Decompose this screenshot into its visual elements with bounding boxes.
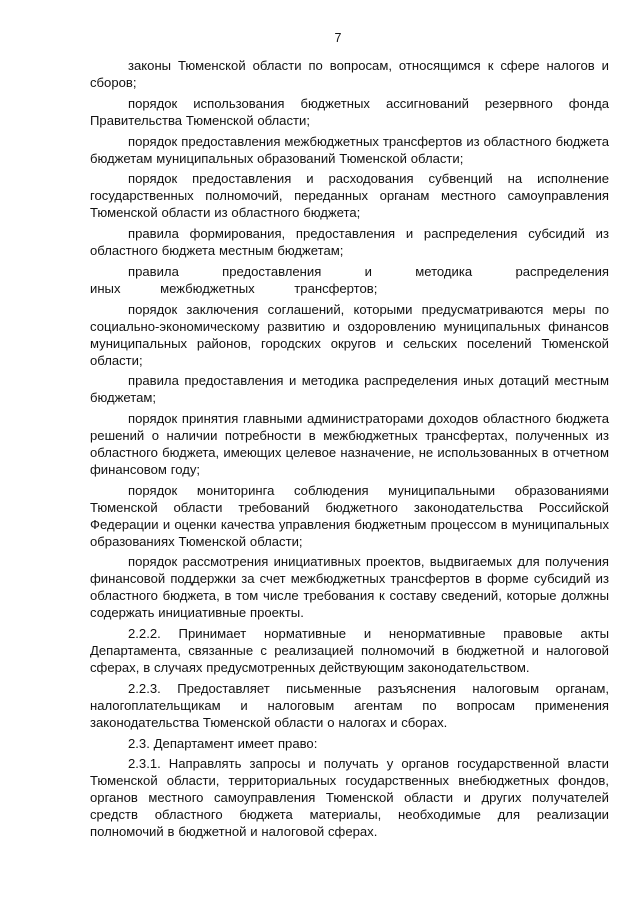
paragraph-laws-taxes: законы Тюменской области по вопросам, относящимся к сфере налогов и сборов; xyxy=(90,58,609,90)
paragraph-2-3-1: 2.3.1. Направлять запросы и получать у органов государственной власти Тюменской области, территориальных государственных внебюджетных фондов, органов местного самоуправления Тюменской области и других получателей средств областного бюджета материалы, необходимые для реализации полномочий в бюджетной и налоговой сферах. xyxy=(90,756,609,840)
paragraph-initiative-projects: порядок рассмотрения инициативных проектов, выдвигаемых для получения финансовой поддержки за счет межбюджетных трансфертов в форме субсидий из областного бюджета, в том числе требования к составу сведений, которые должны содержать инициативные проекты. xyxy=(90,554,609,621)
page-number: 7 xyxy=(334,31,342,45)
document-body xyxy=(90,58,609,845)
paragraph-other-transfers: правила предоставления и методика распределения иных межбюджетных трансфертов; xyxy=(90,263,609,296)
paragraph-monitoring: порядок мониторинга соблюдения муниципальными образованиями Тюменской области требований бюджетного законодательства Российской Федерации и оценки качества управления бюджетным процессом в муниципальных образованиях Тюменской области; xyxy=(90,482,609,549)
paragraph-2-3: 2.3. Департамент имеет право: xyxy=(128,735,318,751)
paragraph-2-2-2: 2.2.2. Принимает нормативные и ненормативные правовые акты Департамента, связанные с реализацией полномочий в бюджетной и налоговой сферах, в случаях предусмотренных действующим законодательством. xyxy=(90,626,609,675)
paragraph-agreements: порядок заключения соглашений, которыми предусматриваются меры по социально-экономическому развитию и оздоровлению муниципальных финансов муниципальных районов, городских округов и сельских поселений Тюменской области; xyxy=(90,301,609,368)
paragraph-reserve-fund: порядок использования бюджетных ассигнований резервного фонда Правительства Тюменской области; xyxy=(90,95,609,128)
paragraph-2-2-3: 2.2.3. Предоставляет письменные разъяснения налоговым органам, налогоплательщикам и налоговым агентам по вопросам применения законодательства Тюменской области о налогах и сборах. xyxy=(90,680,609,730)
paragraph-other-subsidies: правила предоставления и методика распределения иных дотаций местным бюджетам; xyxy=(90,373,609,406)
paragraph-subventions: порядок предоставления и расходования субвенций на исполнение государственных полномочий, переданных органам местного самоуправления Тюменской области из областного бюджета; xyxy=(90,171,609,221)
paragraph-transfer-needs: порядок принятия главными администраторами доходов областного бюджета решений о наличии потребности в межбюджетных трансфертах, полученных из областного бюджета, имеющих целевое назначение, не использованных в отчетном финансовом году; xyxy=(90,411,609,477)
paragraph-subsidies-rules: правила формирования, предоставления и распределения субсидий из областного бюджета местным бюджетам; xyxy=(90,226,609,259)
paragraph-interbudget-transfers: порядок предоставления межбюджетных трансфертов из областного бюджета бюджетам муниципальных образований Тюменской области; xyxy=(90,133,609,166)
